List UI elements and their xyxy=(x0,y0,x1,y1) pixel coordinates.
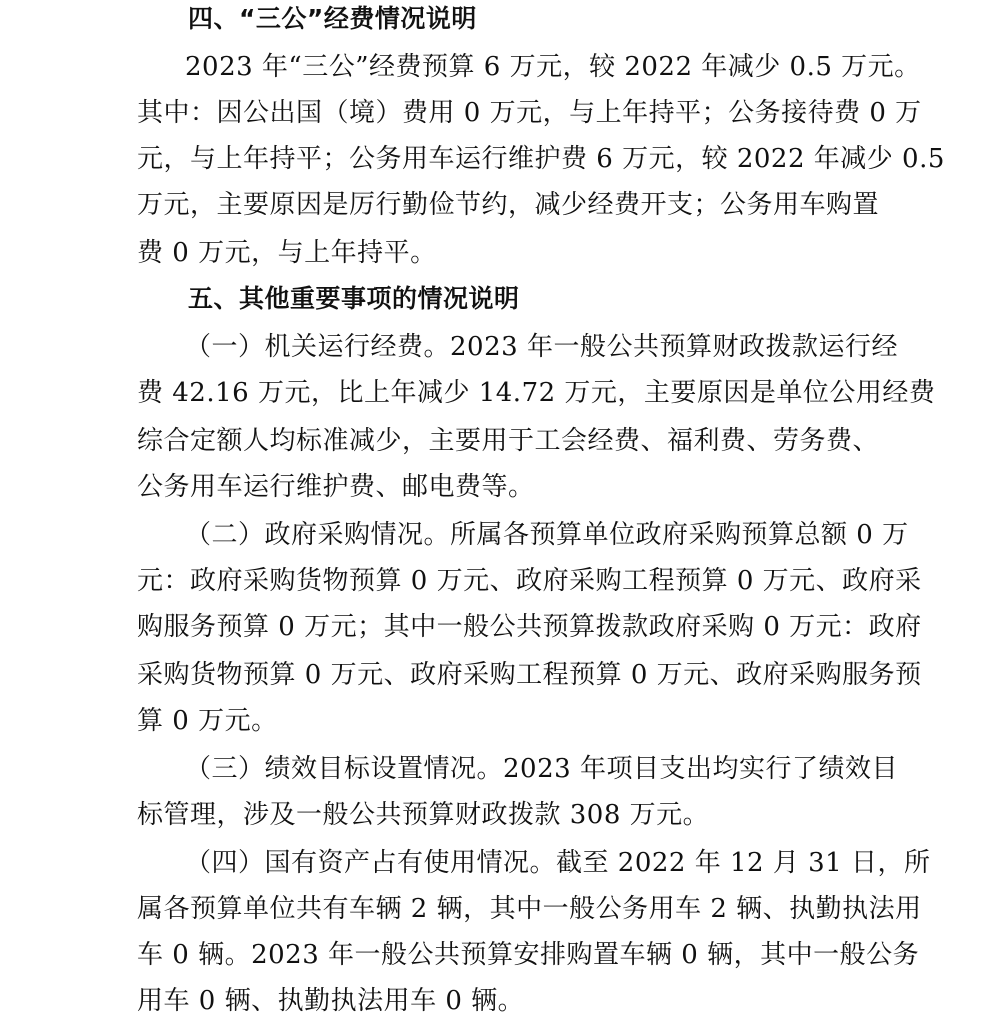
item1-line-4: 公务用车运行维护费、邮电费等。 xyxy=(137,472,535,502)
item4-line-4: 用车 0 辆、执勤执法用车 0 辆。 xyxy=(137,986,525,1016)
item2-line-5: 算 0 万元。 xyxy=(137,706,278,736)
item1-first-line xyxy=(185,332,898,362)
section4-line-2: 其中：因公出国（境）费用 0 万元，与上年持平；公务接待费 0 万 xyxy=(137,98,922,128)
item2-line-2: 元：政府采购货物预算 0 万元、政府采购工程预算 0 万元、政府采 xyxy=(137,566,922,596)
item3-title: （三）绩效目标设置情况。 xyxy=(185,754,504,784)
section4-line-3: 元，与上年持平；公务用车运行维护费 6 万元，较 2022 年减少 0.5 xyxy=(137,144,945,174)
section4-line-1: 2023 年“三公”经费预算 6 万元，较 2022 年减少 0.5 万元。 xyxy=(185,52,921,82)
item2-line-4: 采购货物预算 0 万元、政府采购工程预算 0 万元、政府采购服务预 xyxy=(137,660,922,690)
section4-heading: 四、“三公”经费情况说明 xyxy=(188,4,477,33)
item3-first-line xyxy=(185,754,898,784)
item1-line-1: 2023 年一般公共预算财政拨款运行经 xyxy=(450,332,898,362)
item3-line-2: 标管理，涉及一般公共预算财政拨款 308 万元。 xyxy=(137,800,710,830)
item3-line-1: 2023 年项目支出均实行了绩效目 xyxy=(503,754,898,784)
section4-line-4: 万元，主要原因是厉行勤俭节约，减少经费开支；公务用车购置 xyxy=(137,190,880,220)
item4-line-1: 截至 2022 年 12 月 31 日，所 xyxy=(556,848,931,878)
item2-line-3: 购服务预算 0 万元；其中一般公共预算拨款政府采购 0 万元：政府 xyxy=(137,612,922,642)
item2-title: （二）政府采购情况。 xyxy=(185,520,451,550)
item1-title: （一）机关运行经费。 xyxy=(185,332,451,362)
item4-title: （四）国有资产占有使用情况。 xyxy=(185,848,557,878)
item4-line-2: 属各预算单位共有车辆 2 辆，其中一般公务用车 2 辆、执勤执法用 xyxy=(137,894,922,924)
item2-first-line xyxy=(185,520,909,550)
item4-line-3: 车 0 辆。2023 年一般公共预算安排购置车辆 0 辆，其中一般公务 xyxy=(137,940,920,970)
item1-line-2: 费 42.16 万元，比上年减少 14.72 万元，主要原因是单位公用经费 xyxy=(137,378,936,408)
item4-first-line xyxy=(185,848,930,878)
section4-line-5: 费 0 万元，与上年持平。 xyxy=(137,238,437,268)
section5-heading: 五、其他重要事项的情况说明 xyxy=(188,284,520,313)
item2-line-1: 所属各预算单位政府采购预算总额 0 万 xyxy=(450,520,909,550)
item1-line-3: 综合定额人均标准减少，主要用于工会经费、福利费、劳务费、 xyxy=(137,426,880,456)
